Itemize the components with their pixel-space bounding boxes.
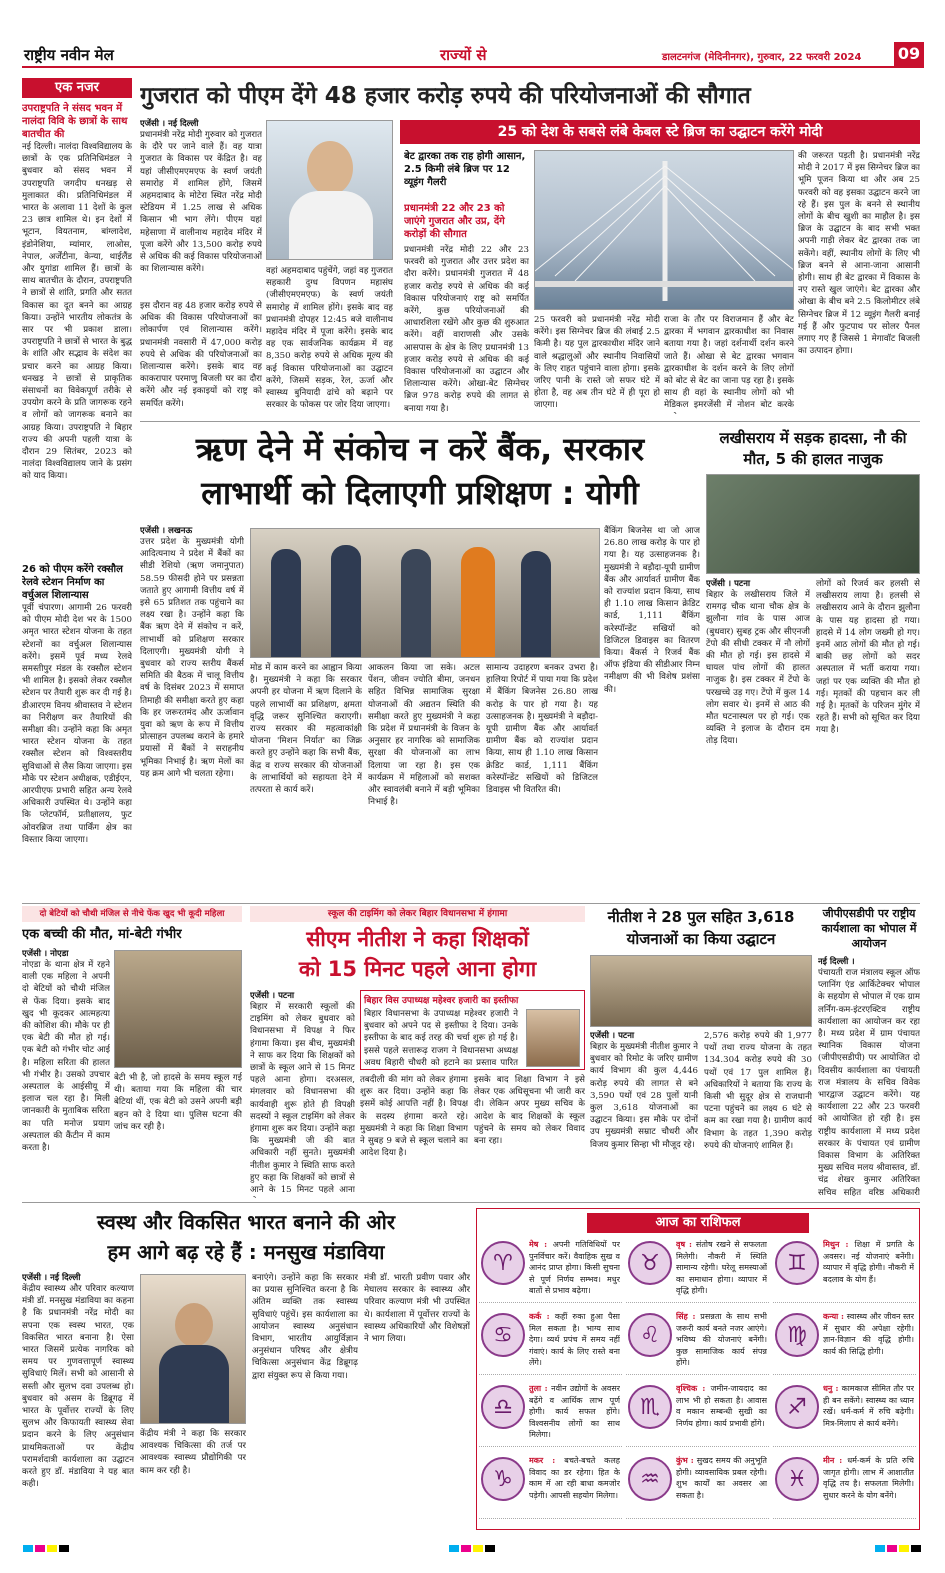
- jpsdp-byline: नई दिल्ली ।: [818, 957, 855, 967]
- lakhisarai-byline: एजेंसी । पटना: [706, 579, 751, 589]
- rashi-text: वृष : संतोष रखने से सफलता मिलेगी। नौकरी में स्थिति सामान्य रहेगी। घरेलू समस्याओं का समाधान होगा। व्यापार में वृद्धि होगी।: [676, 1239, 767, 1295]
- gujarat-text2: इस दौरान वह 48 हजार करोड़ रुपये से अधिक की विकास परियोजनाओं का लोकार्पण एवं शिलान्यास करेंगे। प्रधानमंत्री नवसारी में 47,000 करोड़ रुपये से अधिक की परियोजनाओं का शिलान्यास करेंगे। इसके बाद वह काकरापार परमाणु बिजली घर का दौरा करेंगे और नई इकाइयों को राष्ट्र को समर्पित करेंगे।: [140, 301, 262, 409]
- rashi-text: मेष : अपनी गतिविधियों पर पुनर्विचार करें। वैवाहिक सुख व आनंद प्राप्त होगा। किसी सुचना से पूर्ण निर्णय सम्भव। मधुर बातों से प्रभाव बढ़ेगा।: [529, 1239, 620, 1295]
- rashi-cell-6: [479, 1381, 622, 1447]
- rashi-name: वृष :: [676, 1239, 696, 1249]
- zodiac-11-icon: ♓: [775, 1457, 819, 1501]
- ek-nazar-column: [22, 78, 132, 903]
- zodiac-1-icon: ♉: [628, 1241, 672, 1285]
- mandaviya-photo: [140, 1274, 246, 1424]
- nitish-bridge-col1: [590, 1030, 698, 1198]
- jpsdp-text: पंचायती राज मंत्रालय स्कूल ऑफ प्लानिंग एंड आर्किटेक्चर भोपाल के सहयोग से भोपाल में एक ग्राम लर्निंग-कम-इंटरएक्टिव राष्ट्रीय कार्यशाला का आयोजन कर रहा है। मध्य प्रदेश में ग्राम पंचायत स्थानिक विकास योजना (जीपीएसडीपी) पर आयोजित दो दिवसीय कार्यशाला का पंचायती राज मंत्रालय के सचिव विवेक भारद्वाज उद्घाटन करेंगे। यह कार्यशाला 22 और 23 फरवरी को आयोजित हो रही है। इस राष्ट्रीय कार्यशाला में मध्य प्रदेश सरकार के पंचायत एवं ग्रामीण विकास विभाग के अतिरिक्त मुख्य सचिव मलय श्रीवास्तव, डॉ. चंद्र शेखर कुमार अतिरिक्त सचिव सहित वरिष्ठ अधिकारी: [818, 968, 920, 1198]
- lakhisarai-headline: लखीसराय में सड़क हादसा, नौ की मौत, 5 की हालत नाजुक: [719, 429, 907, 468]
- bridge-sub2: प्रधानमंत्री 22 और 23 को जाएंगे गुजरात और उप्र, देंगे करोड़ों की सौगात: [404, 203, 505, 240]
- rashi-cell-2: [773, 1237, 916, 1303]
- rashi-cell-8: [773, 1381, 916, 1447]
- hazari-photo: [526, 1009, 580, 1067]
- rashi-cell-11: [773, 1453, 916, 1519]
- mandaviya-text2: बनाएंगे। उन्होंने कहा कि सरकार का प्रयास सुनिश्चित करना है कि अंतिम व्यक्ति तक स्वास्थ्य सुविधाएं पहुंचें। इस कार्यशाला का आयोजन स्वास्थ्य अनुसंधान विभाग, भारतीय आयुर्विज्ञान अनुसंधान परिषद और क्षेत्रीय चिकित्सा अनुसंधान केंद्र डिब्रूगढ़ द्वारा संयुक्त रूप से किया गया।: [252, 1273, 358, 1381]
- rashi-text: तुला : नवीन उद्योगों के अवसर बढ़ेंगे व आर्थिक लाभ पूर्ण होगी। कार्य सफल होंगे। विश्वसनीय लोगों का साथ मिलेगा।: [529, 1383, 620, 1439]
- rashi-cell-5: [773, 1309, 916, 1375]
- bridge-text3: की जरूरत पड़ती है। प्रधानमंत्री नरेंद्र मोदी ने 2017 में इस सिग्नेचर ब्रिज का भूमि पूजन किया था और अब 25 फरवरी को वह इसका उद्घाटन करने जा रहे हैं। इस पुल के बनने से स्थानीय लोगों के बीच खुशी का माहौल है। इस ब्रिज के उद्घाटन के बाद सभी भक्त अपनी गाड़ी लेकर बेट द्वारका तक जा सकेंगे। वहीं, स्थानीय लोगों के लिए भी ब्रिज बनने से आना-जाना आसानी होगी। साथ ही बेट द्वारका में विकास के नए रास्ते खुल जाएंगे। बेट द्वारका और ओखा के बीच बने 2.5 किलोमीटर लंबे सिग्नेचर ब्रिज में 12 व्यूइंग गैलरी बनाई गई हैं और फुटपाथ पर सोलर पैनल लगाए गए हैं जिससे 1 मेगावॉट बिजली का उत्पादन होगा।: [798, 151, 920, 357]
- story2-text: पूर्वी चंपारण। आगामी 26 फरवरी को पीएम मोदी देश भर के 1500 अमृत भारत स्टेशन योजना के तहत स्टेशनों का वर्चुअल शिलान्यास करेंगे। इसमें पूर्व मध्य रेलवे समस्तीपुर मंडल के रक्सौल स्टेशन भी शामिल है। इसको लेकर रक्सौल स्टेशन पर तैयारी शुरू कर दी गई है। डीआरएम विनय श्रीवास्तव ने स्टेशन का निरीक्षण कर तैयारियों की समीक्षा की। उन्होंने कहा कि अमृत भारत स्टेशन योजना के तहत रक्सौल स्टेशन को विश्वस्तरीय सुविधाओं से लैस किया जाएगा। इस मौके पर स्टेशन अधीक्षक, एडीईएन, आरपीएफ प्रभारी सहित अन्य रेलवे अधिकारी उपस्थित थे। उन्होंने कहा कि प्लेटफॉर्म, प्रतीक्षालय, फुट ओवरब्रिज तथा पार्किंग क्षेत्र का विस्तार किया जाएगा।: [22, 603, 132, 845]
- masthead: [22, 42, 924, 68]
- nitish-photo: [590, 955, 812, 1027]
- gujarat-headline: गुजरात को पीएम देंगे 48 हजार करोड़ रुपये की परियोजनाओं की सौगात: [140, 83, 751, 109]
- jpsdp-col: [818, 956, 920, 1198]
- mandaviya-headline-2: हम आगे बढ़ रहे हैं : मनसुख मंडाविया: [107, 1240, 385, 1264]
- building-photo: [114, 950, 242, 1068]
- nitish-school-headline-1: सीएम नीतीश ने कहा शिक्षकों: [306, 927, 529, 951]
- story2-headline: 26 को पीएम करेंगे रक्सौल रेलवे स्टेशन निर्माण का वर्चुअल शिलान्यास: [22, 564, 123, 601]
- noida-kicker-box: [22, 906, 242, 922]
- yogi-col1: [140, 525, 244, 895]
- bridge-caption: 25 फरवरी को प्रधानमंत्री नरेंद्र मोदी करेंगे। इस सिग्नेचर ब्रिज की लंबाई 2.5 किमी है। यह पुल द्वारकाधीश मंदिर जाने वाले श्रद्धालुओं और स्थानीय निवासियों के लिए राहत पहुंचाने वाला होगा। इसके जरिए पानी के रास्ते जो सफर घंटे में होता है, वह अब तीन घंटे में ही पूरा हो जाएगा।: [534, 315, 660, 411]
- rashi-text: मिथुन : शिक्षा में प्रगति के अवसर। नई योजनाएं बनेंगी। व्यापार में वृद्धि होगी। नौकरी में बदलाव के योग हैं।: [823, 1239, 914, 1284]
- nitish-bridge-text1: बिहार के मुख्यमंत्री नीतीश कुमार ने बुधवार को रिमोट के जरिए ग्रामीण कार्य विभाग की कुल 4,446 करोड़ रुपये की लागत से बने 3,590 पथों एवं 28 पुलों यानी कुल 3,618 योजनाओं का उद्घाटन किया। इस मौके पर दोनों उप मुख्यमंत्री सम्राट चौधरी और विजय कुमार सिन्हा भी मौजूद रहे।: [590, 1042, 698, 1150]
- nitish-school-text1: बिहार में सरकारी स्कूलों की टाइमिंग को लेकर बुधवार को विधानसभा में विपक्ष ने फिर हंगामा किया। इस बीच, मुख्यमंत्री ने साफ कर दिया कि शिक्षकों को छात्रों के स्कूल आने से 15 मिनट पहले आना होगा। दरअसल, मंगलवार को विधानसभा की कार्यवाही शुरू होते ही विपक्षी सदस्यों ने स्कूल टाइमिंग को लेकर हंगामा शुरू कर दिया। उन्होंने कहा कि मुख्यमंत्री जी की बात अधिकारी नहीं सुनते। मुख्यमंत्री नीतीश कुमार ने स्थिति साफ करते हुए कहा कि शिक्षकों को छात्रों से आने के 15 मिनट पहले आना: [250, 1002, 355, 1196]
- rashi-cell-10: [626, 1453, 769, 1519]
- nitish-bridge-text2: 2,576 करोड़ रुपये की 1,977 पथों तथा राज्य योजना के तहत 134.304 करोड़ रुपये की 30 पथों एवं 17 पुल शामिल हैं। अधिकारियों ने बताया कि राज्य के किसी भी सुदूर क्षेत्र से राजधानी पटना पहुंचने का लक्ष्य 6 घंटे से कम का रखा गया है। ग्रामीण कार्य विभाग के तहत 1,390 करोड़ रुपये की योजनाएं शामिल हैं।: [704, 1031, 812, 1151]
- zodiac-5-icon: ♍: [775, 1313, 819, 1357]
- zodiac-0-icon: ♈: [481, 1241, 525, 1285]
- zodiac-2-icon: ♊: [775, 1241, 819, 1285]
- gujarat-text3: वहां अहमदाबाद पहुंचेंगे, जहां वह गुजरात सहकारी दुग्ध विपणन महासंघ (जीसीएमएमएफ) के स्वर्ण जयंती समारोह में शामिल होंगे। इसके बाद वह प्रधानमंत्री दोपहर 12:45 बजे वालीनाथ महादेव मंदिर में पूजा करेंगे। इसके बाद वह एक सार्वजनिक कार्यक्रम में वह 8,350 करोड़ रुपये से अधिक मूल्य की कई विकास परियोजनाओं का उद्घाटन करेंगे, जिसमें सड़क, रेल, ऊर्जा और स्वास्थ्य बुनियादी ढांचे को बढ़ाने पर सरकार के फोकस पर जोर दिया जाएगा।: [266, 266, 393, 411]
- gujarat-text1: प्रधानमंत्री नरेंद्र मोदी गुरुवार को गुजरात के दौरे पर जाने वाले हैं। वह यात्रा गुजरात के विकास पर केंद्रित है। वह यहां जीसीएमएमएफ के स्वर्ण जयंती समारोह में शामिल होंगे, जिसमें अहमदाबाद के मोटेरा स्थित नरेंद्र मोदी स्टेडियम में 1.25 लाख से अधिक किसान भी भाग लेंगे। पीएम यहां महेसाणा में वालीनाथ महादेव मंदिर में पूजा करेंगे और 13,500 करोड़ रुपये से अधिक की कई विकास परियोजनाओं का शिलान्यास करेंगे।: [140, 130, 262, 275]
- accident-photo: [706, 474, 920, 574]
- rashi-text: कन्या : स्वास्थ्य और जीवन स्तर में सुधार की अपेक्षा रहेगी। ज्ञान-विज्ञान की वृद्धि होगी। कार्य की सिद्धि होगी।: [823, 1311, 914, 1356]
- rashi-name: मिथुन :: [823, 1239, 855, 1249]
- nitish-school-text2: तबदीली की मांग को लेकर हंगामा शुरू कर दिया। उन्होंने कहा कि इसमें कोई आपत्ति नहीं है। विपक्ष के सदस्य हंगामा करते रहे। मुख्यमंत्री ने कहा कि शिक्षा विभाग ने सुबह 9 बजे से स्कूल चलाने का आदेश दिया है।: [360, 1075, 468, 1159]
- noida-kicker: दो बेटियों को चौथी मंजिल से नीचे फेंक खुद भी कूदी महिला: [39, 909, 225, 919]
- rashi-name: सिंह :: [676, 1311, 701, 1321]
- rashifal-title: आज का राशिफल: [587, 1213, 809, 1233]
- noida-byline: एजेंसी । नोएडा: [22, 949, 69, 959]
- yogi-text4: सामान्य उदाहरण बनकर उभरा है। हालिया रिपोर्ट में पाया गया कि प्रदेश में बैंकिंग बिजनेस 26.80 लाख करोड़ के पार हो गया है। यह उत्साहजनक है। मुख्यमंत्री ने बड़ौदा-यूपी ग्रामीण बैंक और आर्यावर्त ग्रामीण बैंक को राज्यांश प्रदान किया, साथ ही 1.10 लाख किसान क्रेडिट कार्ड, 1,111 बैंकिंग करेस्पॉन्डेंट सखियों को डिजिटल डिवाइस भी वितरित की।: [486, 663, 598, 796]
- rashi-cell-4: [626, 1309, 769, 1375]
- yogi-text2: मोड में काम करने का आह्वान किया है। मुख्यमंत्री ने कहा कि सरकार अपनी हर योजना में ऋण दिलाने के पहले लाभार्थी का प्रशिक्षण, क्षमता वृद्धि जरूर सुनिश्चित कराएगी। राज्य सरकार की महत्वाकांक्षी योजना 'मिशन निर्यात' का जिक्र करते हुए उन्होंने कहा कि सभी बैंक, केंद्र व राज्य सरकार की योजनाओं के लाभार्थियों को सहायता देने में तत्परता से कार्य करें।: [250, 663, 362, 796]
- rashi-text: कुंभ : सुखद समय की अनुभूति होगी। व्यावसायिक प्रबल रहेगी। शुभ कार्यों का अवसर आ सकता है।: [676, 1455, 767, 1500]
- rashi-name: कन्या :: [823, 1311, 847, 1321]
- lakhisarai-col1: [706, 578, 810, 896]
- rashi-text: मीन : धर्म-कर्म के प्रति रुचि जागृत होगी। लाभ में आशातीत वृद्धि तय है। सफलता मिलेगी। सुधार करने के योग बनेंगे।: [823, 1455, 914, 1500]
- nitish-bridge-byline: एजेंसी । पटना: [590, 1031, 635, 1041]
- bridge-headline-box: [400, 120, 920, 144]
- nitish-school-headline-2: को 15 मिनट पहले आना होगा: [298, 957, 537, 981]
- noida-headline: एक बच्ची की मौत, मां-बेटी गंभीर: [22, 927, 182, 942]
- bridge-text2: राजा के तौर पर विराजमान हैं और बेट द्वारका में भगवान द्वारकाधीश का निवास बताया गया है। जहां दर्शनार्थी दर्शन करने जाते हैं। ओखा से बेट द्वारका भगवान द्वारकाधीश के दर्शन करने के लिए लोगों को बोट से बेट का जाना पड़ रहा है। इसके साथ ही वहां के स्थानीय लोगों को भी मेडिकल इमरजेंसी में नोशन बोट करके: [664, 315, 794, 411]
- zodiac-8-icon: ♐: [775, 1385, 819, 1429]
- noida-text2: बेटी भी है, जो हादसे के समय स्कूल गई थी। बताया गया कि महिला की चार बेटियां थीं, एक बेटी को उसने अपनी बड़ी बहन को दे दिया था। पुलिस घटना की जांच कर रही है।: [114, 1073, 242, 1132]
- rashi-name: कर्क :: [529, 1311, 555, 1321]
- dateline: डालटनगंज (मेदिनीनगर), गुरुवार, 22 फरवरी 2024: [662, 52, 862, 63]
- gujarat-byline: एजेंसी । नई दिल्ली: [140, 119, 199, 129]
- section-name: राज्यों से: [440, 46, 487, 64]
- yogi-text1: उत्तर प्रदेश के मुख्यमंत्री योगी आदित्यनाथ ने प्रदेश में बैंकों का सीडी रेशियो (ऋण जमानुपात) 58.59 फीसदी होने पर प्रसन्नता जताते हुए आगामी वित्तीय वर्ष में इसे 65 प्रतिशत तक पहुंचाने का लक्ष्य रखा है। उन्होंने कहा कि बैंक ऋण देने में संकोच न करें, लाभार्थी को प्रशिक्षण सरकार दिलाएगी। मुख्यमंत्री योगी ने बुधवार को राज्य स्तरीय बैंकर्स समिति की बैठक में चालू वित्तीय वर्ष के दिसंबर 2023 में समाप्त तिमाही की समीक्षा करते हुए कहा कि हर जरूरतमंद और ऊर्जावान युवा को ऋण के रूप में वित्तीय प्रोत्साहन उपलब्ध कराने के हमारे प्रयासों में बैंकों ने सराहनीय भूमिका निभाई है। ऋण मेलों का यह क्रम आगे भी चलता रहेगा।: [140, 537, 244, 779]
- hazari-box: [360, 990, 585, 1070]
- nitish-kicker: स्कूल की टाइमिंग को लेकर बिहार विधानसभा में हंगामा: [327, 909, 508, 919]
- story1-headline: उपराष्ट्रपति ने संसद भवन में नालंदा विवि के छात्रों के साथ बातचीत की: [22, 103, 128, 140]
- bridge-photo: [534, 150, 794, 310]
- jpsdp-headline: जीपीएसडीपी पर राष्ट्रीय कार्यशाला का भोपाल में आयोजन: [821, 907, 917, 950]
- rashi-cell-7: [626, 1381, 769, 1447]
- lakhisarai-text1: बिहार के लखीसराय जिले में रामगढ़ चौक थाना चौक क्षेत्र के झुलौना गांव के पास आज (बुधवार) सुबह ट्रक और सीएनजी टेंपो की सीधी टक्कर में नौ लोगों की मौत हो गई। इस हादसे में घायल पांच लोगों की हालत नाजुक है। इस टक्कर में टेंपो के परखच्चे उड़ गए। टेंपो में कुल 14 लोग सवार थे। इनमें से आठ की मौत घटनास्थल पर हो गई। एक व्यक्ति ने इलाज के दौरान दम तोड़ दिया।: [706, 590, 810, 747]
- rashi-cell-3: [479, 1309, 622, 1375]
- bridge-illustration: [535, 151, 794, 310]
- nitish-bridge-headline-1: नीतीश ने 28 पुल सहित 3,618: [607, 908, 795, 926]
- rashi-text: कर्क : कहीं रुका हुआ पैसा मिल सकता है। भाग्य साथ देगा। व्यर्थ प्रपंच में समय नहीं गंवाएं। कार्य के लिए रास्ते बना लेंगे।: [529, 1311, 620, 1367]
- rashi-text: वृश्चिक : जमीन-जायदाद का लाभ भी हो सकता है। आवास व मकान सम्बन्धी सुखी का निर्णय होगा। कार्य प्रभावी होंगे।: [676, 1383, 767, 1428]
- rashi-name: मकर :: [529, 1455, 565, 1465]
- yogi-byline: एजेंसी । लखनऊ: [140, 526, 193, 536]
- mandaviya-byline: एजेंसी । नई दिल्ली: [22, 1273, 81, 1283]
- nitish-bridge-headline-2: योजनाओं का किया उद्घाटन: [626, 930, 776, 948]
- rashi-cell-0: [479, 1237, 622, 1303]
- mandaviya-col1: [22, 1272, 134, 1528]
- print-color-bar: [22, 1540, 922, 1552]
- zodiac-9-icon: ♑: [481, 1457, 525, 1501]
- nitish-school-text3: इसके बाद शिक्षा विभाग ने इसे लेकर एक अधिसूचना भी जारी कर दी। लेकिन अपर मुख्य सचिव के आदेश के बाद शिक्षकों के स्कूल पहुंचने के समय को लेकर विवाद बना रहा।: [474, 1075, 585, 1147]
- hazari-box-text: बिहार विधानसभा के उपाध्यक्ष महेश्वर हजारी ने बुधवार को अपने पद से इस्तीफा दे दिया। उनके इस्तीफा के बाद कई तरह की चर्चा शुरू हो गई है। इससे पहले सत्तारूढ़ राजग ने विधानसभा अध्यक्ष अवध बिहारी चौधरी को हटाने का प्रस्ताव पारित: [364, 1009, 518, 1068]
- ek-nazar-label: एक नजर: [22, 78, 132, 98]
- yogi-text3: आकलन किया जा सके। अटल पेंशन, जीवन ज्योति बीमा, जनधन सहित विभिन्न सामाजिक सुरक्षा योजनाओं की अद्यतन स्थिति की समीक्षा करते हुए मुख्यमंत्री ने कहा कि प्रदेश में प्रधानमंत्री के विजन के अनुसार हर नागरिक को सामाजिक सुरक्षा की योजनाओं का लाभ दिलाया जा रहा है। इस एक कार्यक्रम में महिलाओं को सशक्त और स्वावलंबी बनाने में बड़ी भूमिका निभाई है।: [368, 663, 480, 808]
- noida-col1: [22, 948, 110, 1198]
- rashi-name: तुला :: [529, 1383, 552, 1393]
- rashifal-grid: [477, 1233, 919, 1529]
- rashi-text: सिंह : प्रसन्नता के साथ सभी जरूरी कार्य बनते नजर आएंगे। भविष्य की योजनाएं बनेंगी। कुछ सामाजिक कार्य संपन्न होंगे।: [676, 1311, 767, 1367]
- hazari-box-head: बिहार विस उपाध्यक्ष महेश्वर हजारी का इस्तीफा: [364, 996, 519, 1006]
- paper-name: राष्ट्रीय नवीन मेल: [24, 46, 114, 64]
- mandaviya-headline-1: स्वस्थ और विकसित भारत बनाने की ओर: [96, 1210, 396, 1234]
- bridge-headline: 25 को देश के सबसे लंबे केबल स्टे ब्रिज का उद्घाटन करेंगे मोदी: [497, 124, 823, 140]
- mandaviya-text1: केंद्रीय स्वास्थ्य और परिवार कल्याण मंत्री डॉ. मनसुख मंडाविया का कहना है कि प्रधानमंत्री नरेंद्र मोदी का सपना एक स्वस्थ भारत, एक विकसित भारत बनाना है। ऐसा भारत जिसमें प्रत्येक नागरिक को समय पर गुणवत्तापूर्ण स्वास्थ्य सुविधाएं मिलें। सभी को आसानी से सस्ती और सुलभ दवा उपलब्ध हो। बुधवार को असम के डिब्रूगढ़ में भारत के पूर्वोत्तर राज्यों के लिए सुलभ और किफायती स्वास्थ्य सेवा प्रदान करने के लिए अनुसंधान प्राथमिकताओं पर केंद्रीय परामर्शदात्री कार्यशाला का उद्घाटन करते हुए डॉ. मंडाविया ने यह बात कही।: [22, 1284, 134, 1490]
- rashifal-box: [476, 1208, 920, 1530]
- modi-photo: [266, 120, 393, 260]
- page-number: 09: [894, 42, 924, 66]
- rashi-name: धनु :: [823, 1383, 842, 1393]
- mandaviya-text3: मंत्री डॉ. भारती प्रवीण पवार और मेघालय सरकार के स्वास्थ्य और परिवार कल्याण मंत्री भी उपस्थित थे। कार्यशाला में पूर्वोत्तर राज्यों के स्वास्थ्य अधिकारियों और विशेषज्ञों ने भाग लिया।: [364, 1273, 470, 1345]
- zodiac-10-icon: ♒: [628, 1457, 672, 1501]
- zodiac-6-icon: ♎: [481, 1385, 525, 1429]
- yogi-headline-2: लाभार्थी को दिलाएगी प्रशिक्षण : योगी: [201, 474, 639, 512]
- rashi-name: मेष :: [529, 1239, 553, 1249]
- rashi-cell-9: [479, 1453, 622, 1519]
- nitish-kicker-box: [250, 906, 585, 922]
- yogi-text5: बैंकिंग बिजनेस था जो आज 26.80 लाख करोड़ के पार हो गया है। यह उत्साहजनक है। मुख्यमंत्री ने बड़ौदा-यूपी ग्रामीण बैंक और आर्यावर्त ग्रामीण बैंक को राज्यांश प्रदान किया, साथ ही 1.10 लाख किसान क्रेडिट कार्ड, 1,111 बैंकिंग करेस्पॉन्डेंट सखियों को डिजिटल डिवाइस का वितरण किया। बैंकर्स ने रिजर्व बैंक ऑफ इंडिया की सीडीआर निम्न नमीक्षण की भी विशेष प्रशंसा की।: [604, 526, 700, 695]
- rashi-text: मकर : बचते-बचते कलह विवाद का डर रहेगा। हित के काम में आ रही बाधा कमजोर पड़ेगी। आपसी सहयोग मिलेगा।: [529, 1455, 620, 1500]
- rashi-text: धनु : कामकाज सीमित तौर पर ही बन सकेंगे। स्वास्थ्य का ध्यान रखें। धर्म-कर्म में रुचि बढ़ेगी। मित्र-मिलाप से कार्य बनेंगे।: [823, 1383, 914, 1428]
- yogi-photo: [250, 528, 600, 658]
- zodiac-4-icon: ♌: [628, 1313, 672, 1357]
- mandaviya-caption: केंद्रीय मंत्री ने कहा कि सरकार आवश्यक चिकित्सा की तर्ज पर आवश्यक स्वास्थ्य प्रौद्योगिकी पर काम कर रही है।: [140, 1429, 246, 1476]
- bridge-text1: प्रधानमंत्री नरेंद्र मोदी 22 और 23 फरवरी को गुजरात और उत्तर प्रदेश का दौरा करेंगे। प्रधानमंत्री गुजरात में 48 हजार करोड़ रुपये से अधिक की कई विकास परियोजनाएं राष्ट्र को समर्पित करेंगे, कुछ परियोजनाओं की आधारशिला रखेंगे और कुछ की शुरुआत करेंगे। वहीं वाराणसी और उसके आसपास के क्षेत्र के लिए प्रधानमंत्री 13 हजार करोड़ रुपये से अधिक की कई विकास परियोजनाओं का उद्घाटन और शिलान्यास करेंगे। ओखा-बेट सिग्नेचर ब्रिज 978 करोड़ रुपये की लागत से बनाया गया है।: [404, 245, 529, 414]
- zodiac-3-icon: ♋: [481, 1313, 525, 1357]
- zodiac-7-icon: ♏: [628, 1385, 672, 1429]
- rashi-cell-1: [626, 1237, 769, 1303]
- yogi-headline-1: ऋण देने में संकोच न करें बैंक, सरकार: [195, 430, 645, 468]
- rashi-name: कुंभ :: [676, 1455, 697, 1465]
- lakhisarai-text2: लोगों को रिजर्व कर हलसी से लखीसराय लाया है। हलसी से लखीसराय आने के दौरान झुलौना के पास यह हादसा हो गया। हादसे में 14 लोग जख्मी हो गए। इनमें आठ लोगों की मौत हो गई। बाकी छह लोगों को सदर अस्पताल में भर्ती कराया गया। जहां पर एक व्यक्ति की मौत हो गई। मृतकों की पहचान कर ली गई है। मृतकों के परिजन मुंगेर में रहते हैं। सभी को सूचित कर दिया गया है।: [816, 579, 920, 736]
- rashi-name: वृश्चिक :: [676, 1383, 711, 1393]
- nitish-school-byline: एजेंसी । पटना: [250, 991, 295, 1001]
- nitish-school-col1: [250, 990, 355, 1198]
- bridge-sub1: बेट द्वारका तक राह होगी आसान, 2.5 किमी लंबे ब्रिज पर 12 व्यूइंग गैलरी: [404, 151, 526, 188]
- rashi-name: मीन :: [823, 1455, 848, 1465]
- story1-text: नई दिल्ली। नालंदा विश्वविद्यालय के छात्रों के एक प्रतिनिधिमंडल ने बुधवार को संसद भवन में उपराष्ट्रपति जगदीप धनखड़ से मुलाकात की। प्रतिनिधिमंडल में भारत के अलावा 11 देशों के कुल 23 छात्र शामिल थे। इन देशों में भूटान, वियतनाम, बांग्लादेश, इंडोनेशिया, म्यांमार, लाओस, नेपाल, अर्जेंटीना, केन्या, थाईलैंड और युगांडा शामिल हैं। छात्रों के साथ बातचीत के दौरान, उपराष्ट्रपति ने छात्रों से शांति, प्रगति और सतत विकास का दूत बनने का आग्रह किया। उन्होंने भारतीय लोकतंत्र के सार पर भी प्रकाश डाला। उपराष्ट्रपति ने छात्रों से भारत के बुद्ध के शांति और सद्भाव के संदेश का प्रचार करने का आग्रह किया। धनखड़ ने छात्रों से प्राकृतिक संसाधनों का विवेकपूर्ण तरीके से उपयोग करने के प्रति जागरूक रहने व लोगों को जागरूक बनाने का आग्रह किया। उपराष्ट्रपति ने बिहार राज्य की अपनी पहली यात्रा के दौरान 29 सितंबर, 2023 को नालंदा विश्वविद्यालय जाने के प्रसंग को याद किया।: [22, 142, 132, 482]
- noida-text1: नोएडा के थाना क्षेत्र में रहने वाली एक महिला ने अपनी दो बेटियों को चौथी मंजिल से फेंक दिया। इसके बाद खुद भी कूदकर आत्महत्या की कोशिश की। मौके पर ही एक बेटी की मौत हो गई। एक बेटी को गंभीर चोट आई है। महिला सरिता की हालत भी गंभीर है। उसको उपचार अस्पताल के आईसीयू में इलाज चल रहा है। मिली जानकारी के मुताबिक सरिता का पति मनोज प्रयाग अस्पताल की कैंटीन में काम करता है।: [22, 960, 110, 1154]
